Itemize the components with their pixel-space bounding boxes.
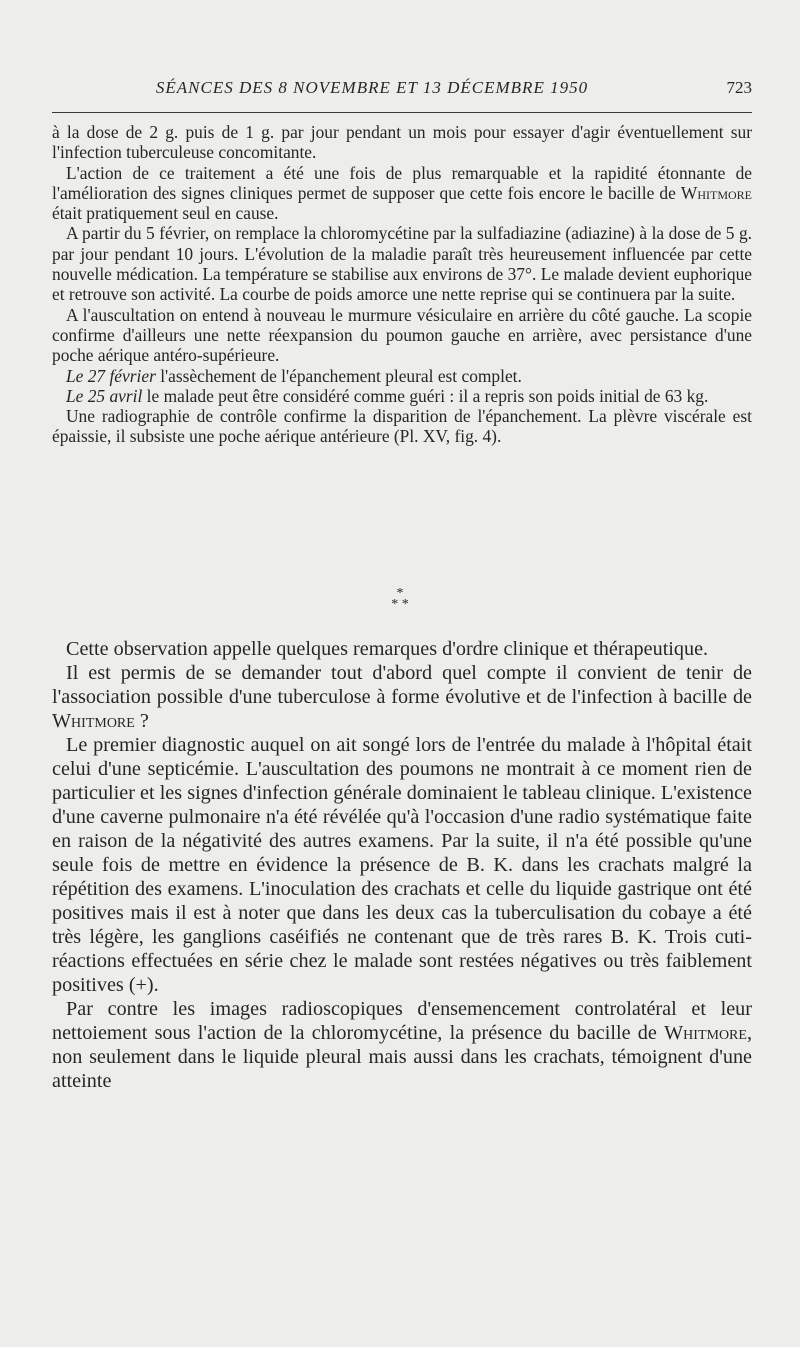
paragraph-february <box>52 366 752 386</box>
paragraph-radioscopic-images <box>52 997 752 1093</box>
paragraph-auscultation: A l'auscultation on entend à nouveau le murmure vésiculaire en arrière du côté gauche. La scopie confirme d'ailleurs une nette réexpansion du poumon gauche en arrière, avec persistance d'une poche aérique antéro-supérieure. <box>52 304 752 366</box>
paragraph-dose: à la dose de 2 g. puis de 1 g. par jour pendant un mois pour essayer d'agir éventuellement sur l'infection tuberculeuse concomitante. <box>52 122 752 163</box>
paragraph-association <box>52 661 752 733</box>
text-run: l'assèchement de l'épanchement pleural est complet. <box>155 365 522 386</box>
text-run: L'action de ce traitement a été une fois de plus remarquable et la rapidité étonnante de l'amélioration des signes cliniques permet de supposer que cette fois encore le bacille de <box>52 162 752 203</box>
bacillus-name: Whitmore <box>680 182 752 203</box>
case-report-section <box>52 122 752 447</box>
paragraph-sulfadiazine: A partir du 5 février, on remplace la chloromycétine par la sulfadiazine (adiazine) à la dose de 5 g. par jour pendant 10 jours. L'évolution de la maladie paraît très heureusement influencée par cette nouvelle médication. La température se stabilise aux environs de 37°. Le malade devient euphorique et retrouve son activité. La courbe de poids amorce une nette reprise qui se continuera par la suite. <box>52 223 752 305</box>
text-run: le malade peut être considéré comme guéri : il a repris son poids initial de 63 kg. <box>142 385 709 406</box>
bacillus-name: Whitmore <box>52 710 135 732</box>
text-run: Il est permis de se demander tout d'abord quel compte il convient de tenir de l'association possible d'une tuberculose à forme évolutive et de l'infection à bacille de <box>52 662 752 708</box>
date-label: Le 25 avril <box>66 385 143 406</box>
text-run: était pratiquement seul en cause. <box>52 203 279 224</box>
text-run: , non seulement dans le liquide pleural mais aussi dans les crachats, témoignent d'une atteinte <box>52 1022 752 1092</box>
asterism-separator <box>0 588 800 610</box>
page-number: 723 <box>726 78 752 97</box>
paragraph-remarks: Cette observation appelle quelques remarques d'ordre clinique et thérapeutique. <box>66 638 709 660</box>
asterism-bottom: * * <box>391 597 409 612</box>
header-rule <box>52 112 752 113</box>
paragraph-first-diagnosis: Le premier diagnostic auquel on ait songé lors de l'entrée du malade à l'hôpital était celui d'une septicémie. L'auscultation des poumons ne montrait à ce moment rien de particulier et les signes d'infection générale dominaient le tableau clinique. L'existence d'une caverne pulmonaire n'a été révélée qu'à l'occasion d'une radio systématique faite en raison de la négativité des autres examens. Par la suite, il n'a été possible qu'une seule fois de mettre en évidence la présence de B. K. dans les crachats malgré la répétition des examens. L'inoculation des crachats et celle du liquide gastrique ont été positives mais il est à noter que dans les deux cas la tuberculisation du cobaye a été très légère, les ganglions caséifiés ne contenant que de très rares B. K. Trois cuti-réactions effectuées en série chez le malade sont restées négatives ou très faiblement positives (+). <box>52 734 752 996</box>
text-run: Par contre les images radioscopiques d'ensemencement controlatéral et leur nettoiement sous l'action de la chloromycétine, la présence du bacille de <box>52 998 752 1044</box>
running-head: SÉANCES DES 8 NOVEMBRE ET 13 DÉCEMBRE 1950 <box>155 78 589 97</box>
paragraph-control-radiograph: Une radiographie de contrôle confirme la disparition de l'épanchement. La plèvre viscérale est épaissie, il subsiste une poche aérique antérieure (Pl. XV, fig. 4). <box>52 406 752 447</box>
paragraph-treatment-action <box>52 163 752 224</box>
discussion-section <box>52 637 752 1093</box>
paragraph-april <box>52 386 752 406</box>
date-label: Le 27 février <box>66 365 156 386</box>
text-run: ? <box>134 710 149 732</box>
page-header <box>52 78 752 108</box>
bacillus-name: Whitmore <box>664 1022 747 1044</box>
asterism-top: * <box>396 586 404 601</box>
